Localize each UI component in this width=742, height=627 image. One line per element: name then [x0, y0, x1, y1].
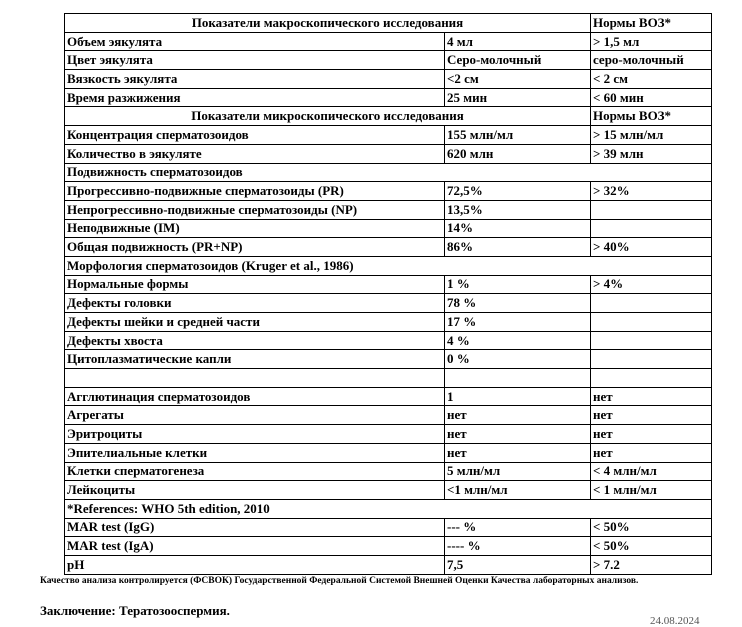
- norm-value: < 2 см: [591, 70, 712, 89]
- parameter-name: Неподвижные (IM): [65, 219, 445, 238]
- micro-header-row: [65, 107, 712, 126]
- norm-value: [591, 313, 712, 332]
- semen-analysis-report: [64, 13, 711, 575]
- norm-value: < 50%: [591, 537, 712, 556]
- table-row: [65, 481, 712, 500]
- table-row: [65, 406, 712, 425]
- parameter-value: нет: [445, 425, 591, 444]
- norm-value: > 7.2: [591, 555, 712, 574]
- table-row: [65, 313, 712, 332]
- table-row: [65, 238, 712, 257]
- table-row: [65, 200, 712, 219]
- references-row: [65, 499, 712, 518]
- parameter-value: 86%: [445, 238, 591, 257]
- section-header: Показатели микроскопического исследования: [65, 107, 591, 126]
- norm-value: [591, 331, 712, 350]
- norm-value: [591, 294, 712, 313]
- table-row: [65, 126, 712, 145]
- parameter-name: Непрогрессивно-подвижные сперматозоиды (NP): [65, 200, 445, 219]
- norm-value: < 60 мин: [591, 88, 712, 107]
- parameter-value: нет: [445, 406, 591, 425]
- parameter-name: Время разжижения: [65, 88, 445, 107]
- parameter-value: 78 %: [445, 294, 591, 313]
- norm-value: нет: [591, 406, 712, 425]
- table-row: [65, 88, 712, 107]
- parameter-value: 13,5%: [445, 200, 591, 219]
- parameter-name: Объем эякулята: [65, 32, 445, 51]
- subsection-title: Морфология сперматозоидов (Kruger et al., 1986): [65, 256, 712, 275]
- table-row: [65, 387, 712, 406]
- parameter-value: нет: [445, 443, 591, 462]
- parameter-value: 14%: [445, 219, 591, 238]
- parameter-name: Дефекты хвоста: [65, 331, 445, 350]
- parameter-value: ---- %: [445, 537, 591, 556]
- table-row: [65, 275, 712, 294]
- spacer-row: [65, 369, 712, 388]
- parameter-name: Цвет эякулята: [65, 51, 445, 70]
- parameter-name: Эритроциты: [65, 425, 445, 444]
- parameter-name: Концентрация сперматозоидов: [65, 126, 445, 145]
- norm-value: > 1,5 мл: [591, 32, 712, 51]
- table-row: [65, 462, 712, 481]
- parameter-name: Нормальные формы: [65, 275, 445, 294]
- norm-value: нет: [591, 387, 712, 406]
- motility-title-row: [65, 163, 712, 182]
- norm-value: [591, 350, 712, 369]
- table-row: [65, 182, 712, 201]
- parameter-name: Количество в эякуляте: [65, 144, 445, 163]
- table-row: [65, 555, 712, 574]
- parameter-value: --- %: [445, 518, 591, 537]
- results-table: [64, 13, 712, 575]
- norm-value: [591, 219, 712, 238]
- parameter-value: 25 мин: [445, 88, 591, 107]
- parameter-value: 155 млн/мл: [445, 126, 591, 145]
- parameter-value: <2 см: [445, 70, 591, 89]
- table-row: [65, 294, 712, 313]
- norm-value: < 1 млн/мл: [591, 481, 712, 500]
- norm-value: > 39 млн: [591, 144, 712, 163]
- table-row: [65, 443, 712, 462]
- norm-value: > 15 млн/мл: [591, 126, 712, 145]
- section-header: Показатели макроскопического исследования: [65, 14, 591, 33]
- parameter-name: Агглютинация сперматозоидов: [65, 387, 445, 406]
- parameter-value: 4 %: [445, 331, 591, 350]
- parameter-name: Вязкость эякулята: [65, 70, 445, 89]
- morphology-title-row: [65, 256, 712, 275]
- parameter-value: Серо-молочный: [445, 51, 591, 70]
- norm-value: нет: [591, 443, 712, 462]
- norm-value: < 4 млн/мл: [591, 462, 712, 481]
- quality-control-note: Качество анализа контролируется (ФСВОК) Государственной Федеральной Системой Внешней Оценки Качества лабораторных анализов.: [40, 576, 639, 586]
- parameter-value: <1 млн/мл: [445, 481, 591, 500]
- norm-header: Нормы ВОЗ*: [591, 107, 712, 126]
- norm-value: > 32%: [591, 182, 712, 201]
- parameter-name: Прогрессивно-подвижные сперматозоиды (PR): [65, 182, 445, 201]
- parameter-value: 72,5%: [445, 182, 591, 201]
- norm-value: < 50%: [591, 518, 712, 537]
- conclusion: Заключение: Тератозооспермия.: [40, 603, 230, 618]
- parameter-name: Дефекты шейки и средней части: [65, 313, 445, 332]
- parameter-value: 1: [445, 387, 591, 406]
- table-row: [65, 518, 712, 537]
- parameter-value: 4 мл: [445, 32, 591, 51]
- norm-value: серо-молочный: [591, 51, 712, 70]
- norm-value: > 40%: [591, 238, 712, 257]
- table-row: [65, 219, 712, 238]
- parameter-name: MAR test (IgG): [65, 518, 445, 537]
- parameter-value: 620 млн: [445, 144, 591, 163]
- parameter-name: MAR test (IgA): [65, 537, 445, 556]
- macro-header-row: [65, 14, 712, 33]
- parameter-value: 1 %: [445, 275, 591, 294]
- parameter-value: 7,5: [445, 555, 591, 574]
- norm-value: > 4%: [591, 275, 712, 294]
- table-row: [65, 51, 712, 70]
- parameter-name: Агрегаты: [65, 406, 445, 425]
- parameter-value: 17 %: [445, 313, 591, 332]
- norm-value: [591, 200, 712, 219]
- parameter-value: 5 млн/мл: [445, 462, 591, 481]
- table-row: [65, 32, 712, 51]
- parameter-value: 0 %: [445, 350, 591, 369]
- subsection-title: *References: WHO 5th edition, 2010: [65, 499, 712, 518]
- parameter-name: pH: [65, 555, 445, 574]
- parameter-name: Дефекты головки: [65, 294, 445, 313]
- parameter-name: Лейкоциты: [65, 481, 445, 500]
- table-row: [65, 425, 712, 444]
- table-row: [65, 70, 712, 89]
- norm-value: нет: [591, 425, 712, 444]
- parameter-name: Цитоплазматические капли: [65, 350, 445, 369]
- date-fragment: 24.08.2024: [650, 615, 700, 627]
- norm-header: Нормы ВОЗ*: [591, 14, 712, 33]
- table-row: [65, 144, 712, 163]
- table-row: [65, 331, 712, 350]
- table-row: [65, 350, 712, 369]
- parameter-name: Общая подвижность (PR+NP): [65, 238, 445, 257]
- table-row: [65, 537, 712, 556]
- parameter-name: Эпителиальные клетки: [65, 443, 445, 462]
- parameter-name: Клетки сперматогенеза: [65, 462, 445, 481]
- subsection-title: Подвижность сперматозоидов: [65, 163, 712, 182]
